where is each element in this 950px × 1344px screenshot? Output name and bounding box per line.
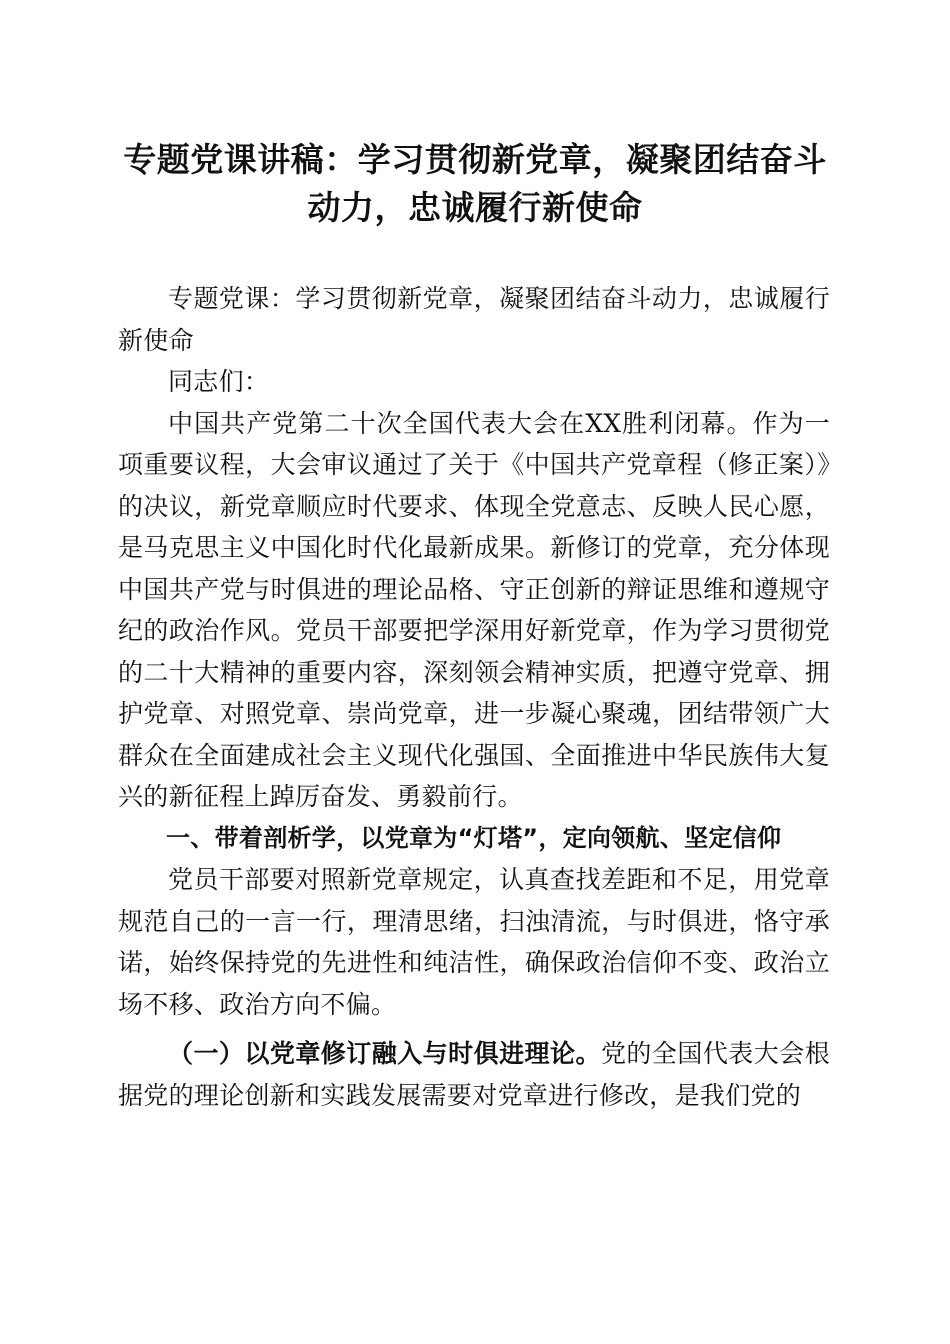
- subtitle-paragraph: 专题党课：学习贯彻新党章，凝聚团结奋斗动力，忠诚履行新使命: [118, 284, 830, 355]
- subsection-paragraph-1: [118, 1033, 830, 1116]
- document-body: [118, 278, 830, 1116]
- document-title: 专题党课讲稿：学习贯彻新党章，凝聚团结奋斗动力，忠诚履行新使命: [123, 140, 827, 227]
- section-paragraph-1: 党员干部要对照新党章规定，认真查找差距和不足，用党章规范自己的一言一行，理清思绪，扫浊清流，与时俱进，恪守承诺，始终保持党的先进性和纯洁性，确保政治信仰不变、政治立场不移、政治方向不偏。: [118, 865, 830, 1019]
- salutation: 同志们：: [168, 367, 270, 396]
- subsection-heading-1: （一）以党章修订融入与时俱进理论。: [168, 1039, 601, 1068]
- intro-paragraph: 中国共产党第二十次全国代表大会在XX胜利闭幕。作为一项重要议程，大会审议通过了关于《中国共产党章程（修正案）》的决议，新党章顺应时代要求、体现全党意志、反映人民心愿，是马克思主义中国化时代化最新成果。新修订的党章，充分体现中国共产党与时俱进的理论品格、守正创新的辩证思维和遵规守纪的政治作风。党员干部要把学深用好新党章，作为学习贯彻党的二十大精神的重要内容，深刻领会精神实质，把遵守党章、拥护党章、对照党章、崇尚党章，进一步凝心聚魂，团结带领广大群众在全面建成社会主义现代化强国、全面推进中华民族伟大复兴的新征程上踔厉奋发、勇毅前行。: [118, 408, 830, 811]
- section-heading-1: 一、带着剖析学，以党章为“灯塔”，定向领航、坚定信仰: [166, 823, 782, 852]
- subsection-text-1: 党的全国代表大会根据党的理论创新和实践发展需要对党章进行修改，是我们党的: [118, 1039, 830, 1110]
